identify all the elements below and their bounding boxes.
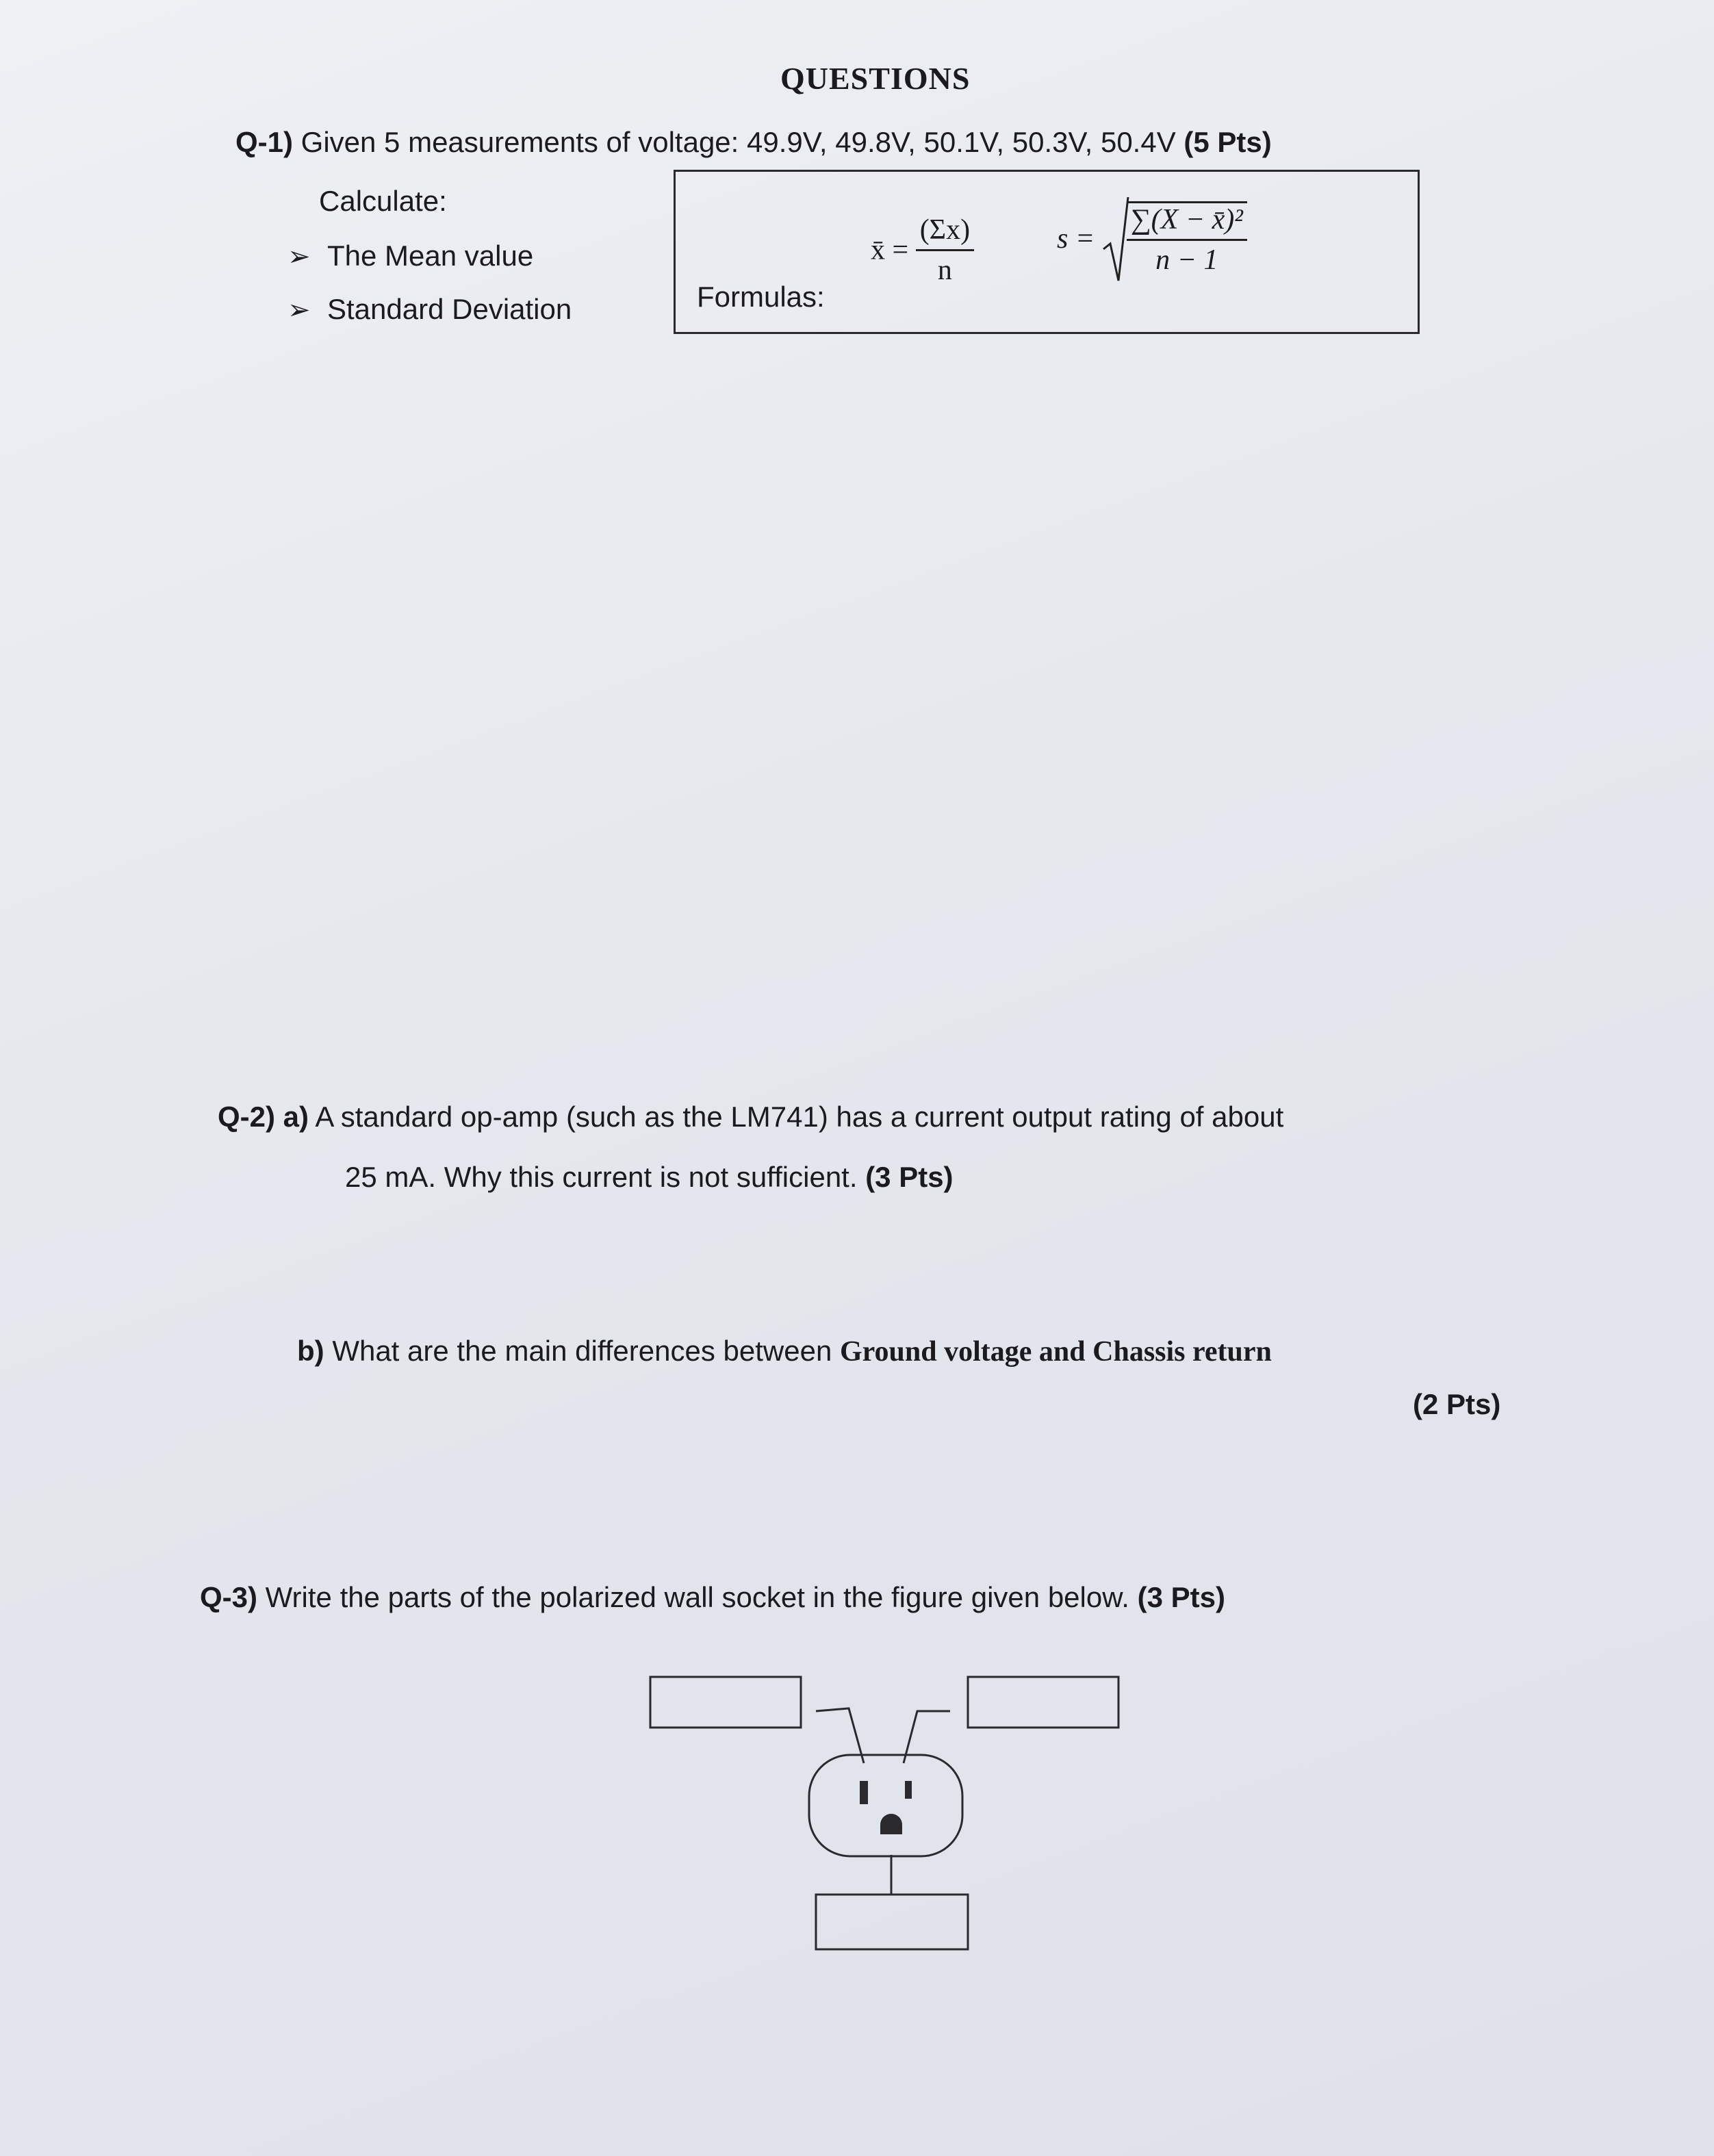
question-3-number: Q-3) [200, 1581, 257, 1613]
list-item-mean [287, 240, 533, 272]
question-2b-label: b) [297, 1335, 324, 1367]
question-2a-line2 [345, 1161, 954, 1194]
question-2b-bold-text: Ground voltage and Chassis return [839, 1336, 1272, 1368]
question-1 [235, 126, 1272, 159]
socket-ground-hole [880, 1814, 902, 1834]
sd-formula-lhs: s = [1057, 223, 1095, 255]
sd-formula-denominator: n − 1 [1155, 244, 1218, 276]
calculate-label: Calculate: [319, 185, 447, 217]
question-2a-text-line2: 25 mA. Why this current is not sufficient. [345, 1161, 858, 1193]
mean-formula-fraction [916, 214, 974, 287]
question-1-points: (5 Pts) [1184, 126, 1272, 158]
wall-socket-figure [637, 1663, 1129, 1964]
sd-formula [1057, 194, 1247, 283]
question-2b-points: (2 Pts) [1413, 1388, 1501, 1420]
mean-formula [871, 214, 974, 287]
sd-formula-fraction [1127, 201, 1247, 277]
label-box-left[interactable] [650, 1677, 801, 1728]
question-1-text: Given 5 measurements of voltage: 49.9V, 49.8V, 50.1V, 50.3V, 50.4V [300, 126, 1176, 158]
question-2a-label: a) [283, 1101, 309, 1133]
list-item-label: The Mean value [327, 240, 534, 272]
question-3 [200, 1581, 1225, 1614]
question-2a [218, 1101, 1283, 1133]
question-3-text: Write the parts of the polarized wall socket in the figure given below. [265, 1581, 1129, 1613]
mean-formula-lhs: x̄ = [871, 234, 909, 266]
arrow-bullet-icon: ➢ [287, 295, 311, 325]
question-2a-points: (3 Pts) [865, 1161, 954, 1193]
list-item-label: Standard Deviation [327, 293, 572, 325]
socket-slot-wide [860, 1781, 868, 1804]
question-2-number: Q-2) [218, 1101, 275, 1133]
sd-formula-numerator: ∑(X − x̄)² [1127, 203, 1247, 241]
socket-slot-narrow [905, 1781, 912, 1799]
list-item-sd [287, 293, 572, 326]
question-1-number: Q-1) [235, 126, 293, 158]
formulas-label: Formulas: [697, 281, 825, 313]
socket-outline [809, 1755, 962, 1856]
question-2b [297, 1335, 1272, 1368]
question-2a-text-line1: A standard op-amp (such as the LM741) has a current output rating of about [315, 1101, 1284, 1133]
label-box-bottom[interactable] [816, 1895, 968, 1949]
page-heading: QUESTIONS [780, 61, 971, 96]
question-3-points: (3 Pts) [1137, 1581, 1225, 1613]
mean-formula-denominator: n [937, 255, 952, 286]
arrow-bullet-icon: ➢ [287, 242, 311, 272]
square-root-icon [1102, 194, 1129, 283]
question-2b-text: What are the main differences between [332, 1335, 832, 1367]
label-box-right[interactable] [968, 1677, 1118, 1728]
mean-formula-numerator: (Σx) [916, 214, 974, 251]
